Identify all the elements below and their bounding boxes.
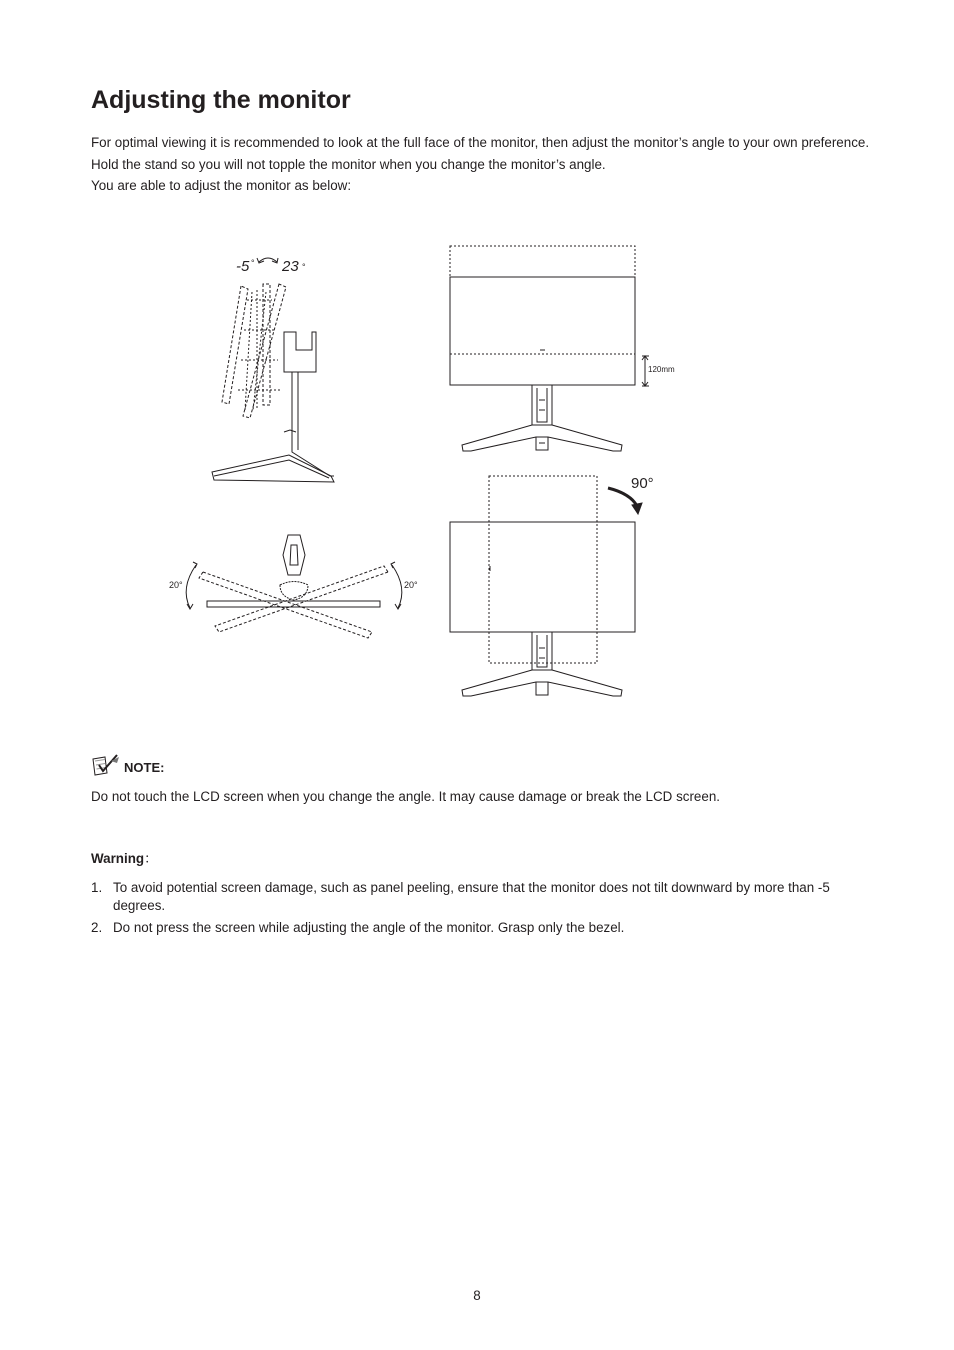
height-diagram [450,246,649,451]
note-heading [91,754,164,780]
intro-paragraph-1: For optimal viewing it is recommended to look at the full face of the monitor, then adjust the monitor’s angle to your own preference. [91,135,870,150]
intro-paragraph-2: Hold the stand so you will not topple the monitor when you change the monitor’s angle. [91,156,606,172]
note-text: Do not touch the LCD screen when you change the angle. It may cause damage or break the LCD screen. [91,789,720,804]
warning-item-number: 2. [91,920,103,935]
warning-colon: ： [144,851,158,866]
tilt-plus-degree: ° [302,262,306,272]
tilt-diagram [212,258,334,482]
page-number: 8 [473,1288,481,1303]
warning-item-number: 1. [91,880,103,895]
tilt-minus-label: -5 [236,258,250,275]
swivel-left-label: 20° [169,580,183,590]
intro-text [91,132,871,197]
tilt-plus-label: 23 [282,258,299,275]
warning-item-text: To avoid potential screen damage, such as panel peeling, ensure that the monitor does not tilt downward by more than -5 degrees. [113,880,830,913]
warning-heading [91,848,157,867]
note-label: NOTE: [124,759,165,775]
swivel-right-label: 20° [404,580,418,590]
swivel-diagram [186,535,402,638]
warning-item [91,879,851,915]
pivot-diagram [450,476,642,696]
pivot-angle-label: 90° [631,475,654,492]
warning-title: Warning [91,851,145,866]
warning-item [91,919,851,937]
warning-item-text: Do not press the screen while adjusting the angle of the monitor. Grasp only the bezel. [113,920,625,935]
intro-paragraph-3: You are able to adjust the monitor as below: [91,178,352,193]
warning-list [91,879,851,941]
tilt-minus-degree: ° [251,258,255,268]
page-title: Adjusting the monitor [91,86,351,114]
note-icon [91,753,121,782]
height-range-label: 120mm [648,365,675,374]
